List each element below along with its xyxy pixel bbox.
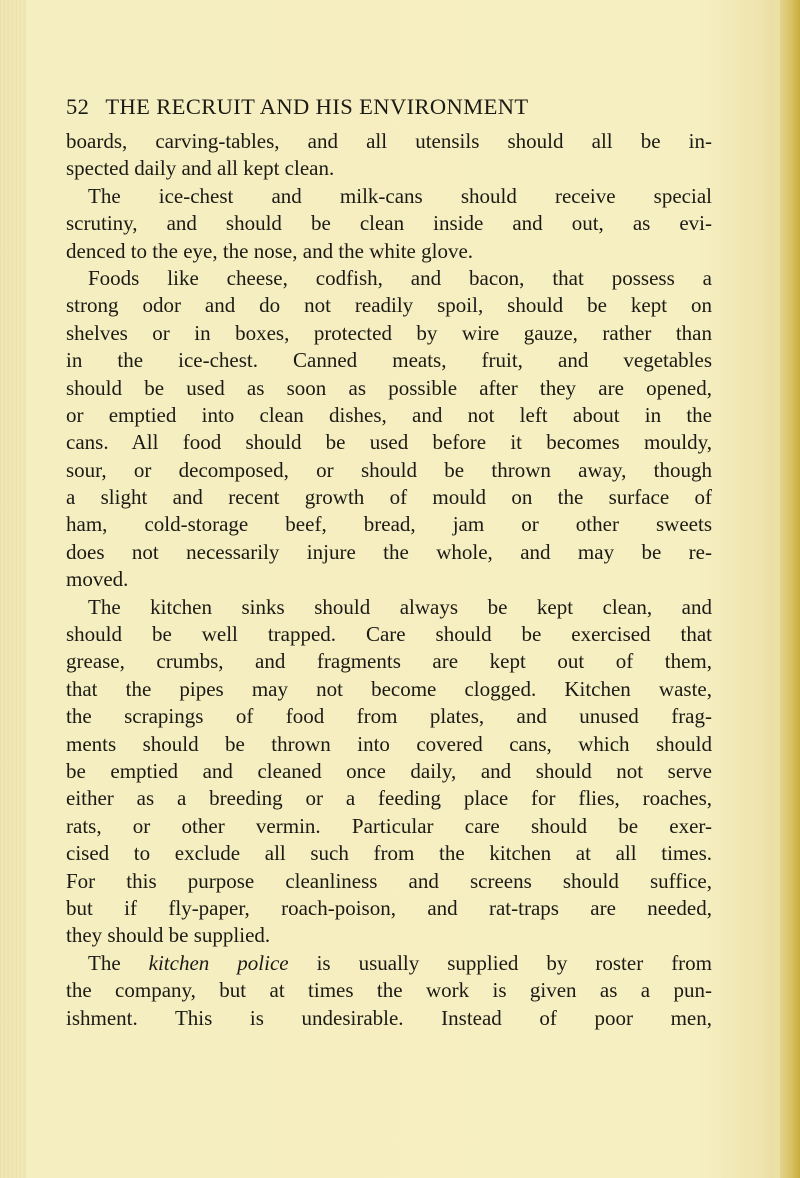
text-line: ments should be thrown into covered cans, which should: [66, 731, 712, 756]
text-line: a slight and recent growth of mould on the surface of: [66, 485, 712, 510]
text-line: Foods like cheese, codfish, and bacon, that possess a: [88, 265, 712, 290]
text-line: ishment. This is undesirable. Instead of poor men,: [66, 1005, 712, 1030]
text-line: in the ice-chest. Canned meats, fruit, and vegetables: [66, 348, 712, 373]
text-line: or emptied into clean dishes, and not left about in the: [66, 402, 712, 427]
text-line: shelves or in boxes, protected by wire gauze, rather than: [66, 320, 712, 345]
text-line: the company, but at times the work is given as a pun-: [66, 978, 712, 1003]
page-number: 52: [66, 94, 90, 119]
text-line: does not necessarily injure the whole, and may be re-: [66, 539, 712, 564]
text-line: cised to exclude all such from the kitchen at all times.: [66, 841, 712, 866]
text-line: For this purpose cleanliness and screens should suffice,: [66, 868, 712, 893]
text-line: should be used as soon as possible after they are opened,: [66, 375, 712, 400]
text-line: either as a breeding or a feeding place for flies, roaches,: [66, 786, 712, 811]
text-line: strong odor and do not readily spoil, should be kept on: [66, 293, 712, 318]
text-line-kitchen-police: [66, 950, 712, 977]
text-line: rats, or other vermin. Particular care should be exer-: [66, 813, 712, 838]
running-header: [66, 94, 716, 120]
page-edge: [780, 0, 800, 1178]
page-gutter: [0, 0, 26, 1178]
text-line: denced to the eye, the nose, and the white glove.: [66, 238, 474, 263]
text-line: The kitchen sinks should always be kept clean, and: [88, 594, 712, 619]
text-line: cans. All food should be used before it becomes mouldy,: [66, 430, 712, 455]
running-title: THE RECRUIT AND HIS ENVIRONMENT: [105, 94, 529, 119]
text-line: ham, cold-storage beef, bread, jam or other sweets: [66, 512, 712, 537]
kitchen-police-prefix: The: [88, 950, 121, 975]
text-line: scrutiny, and should be clean inside and out, as evi-: [66, 211, 712, 236]
text-line: boards, carving-tables, and all utensils should all be in-: [66, 129, 712, 153]
text-line: that the pipes may not become clogged. Kitchen waste,: [66, 676, 712, 701]
body-text: [66, 128, 712, 1032]
kitchen-police-term: kitchen police: [148, 950, 289, 975]
kitchen-police-rest: is usually supplied by roster from: [316, 950, 713, 975]
text-line: moved.: [66, 567, 129, 592]
text-line: they should be supplied.: [66, 923, 271, 948]
text-line: should be well trapped. Care should be exercised that: [66, 622, 712, 647]
text-line: but if fly-paper, roach-poison, and rat-traps are needed,: [66, 895, 712, 920]
text-line: the scrapings of food from plates, and unused frag-: [66, 704, 712, 729]
text-line: spected daily and all kept clean.: [66, 156, 335, 181]
text-line: be emptied and cleaned once daily, and should not serve: [66, 758, 712, 783]
text-line: The ice-chest and milk-cans should receive special: [88, 183, 712, 208]
text-line: grease, crumbs, and fragments are kept out of them,: [66, 649, 712, 674]
text-line: sour, or decomposed, or should be thrown away, though: [66, 457, 712, 482]
